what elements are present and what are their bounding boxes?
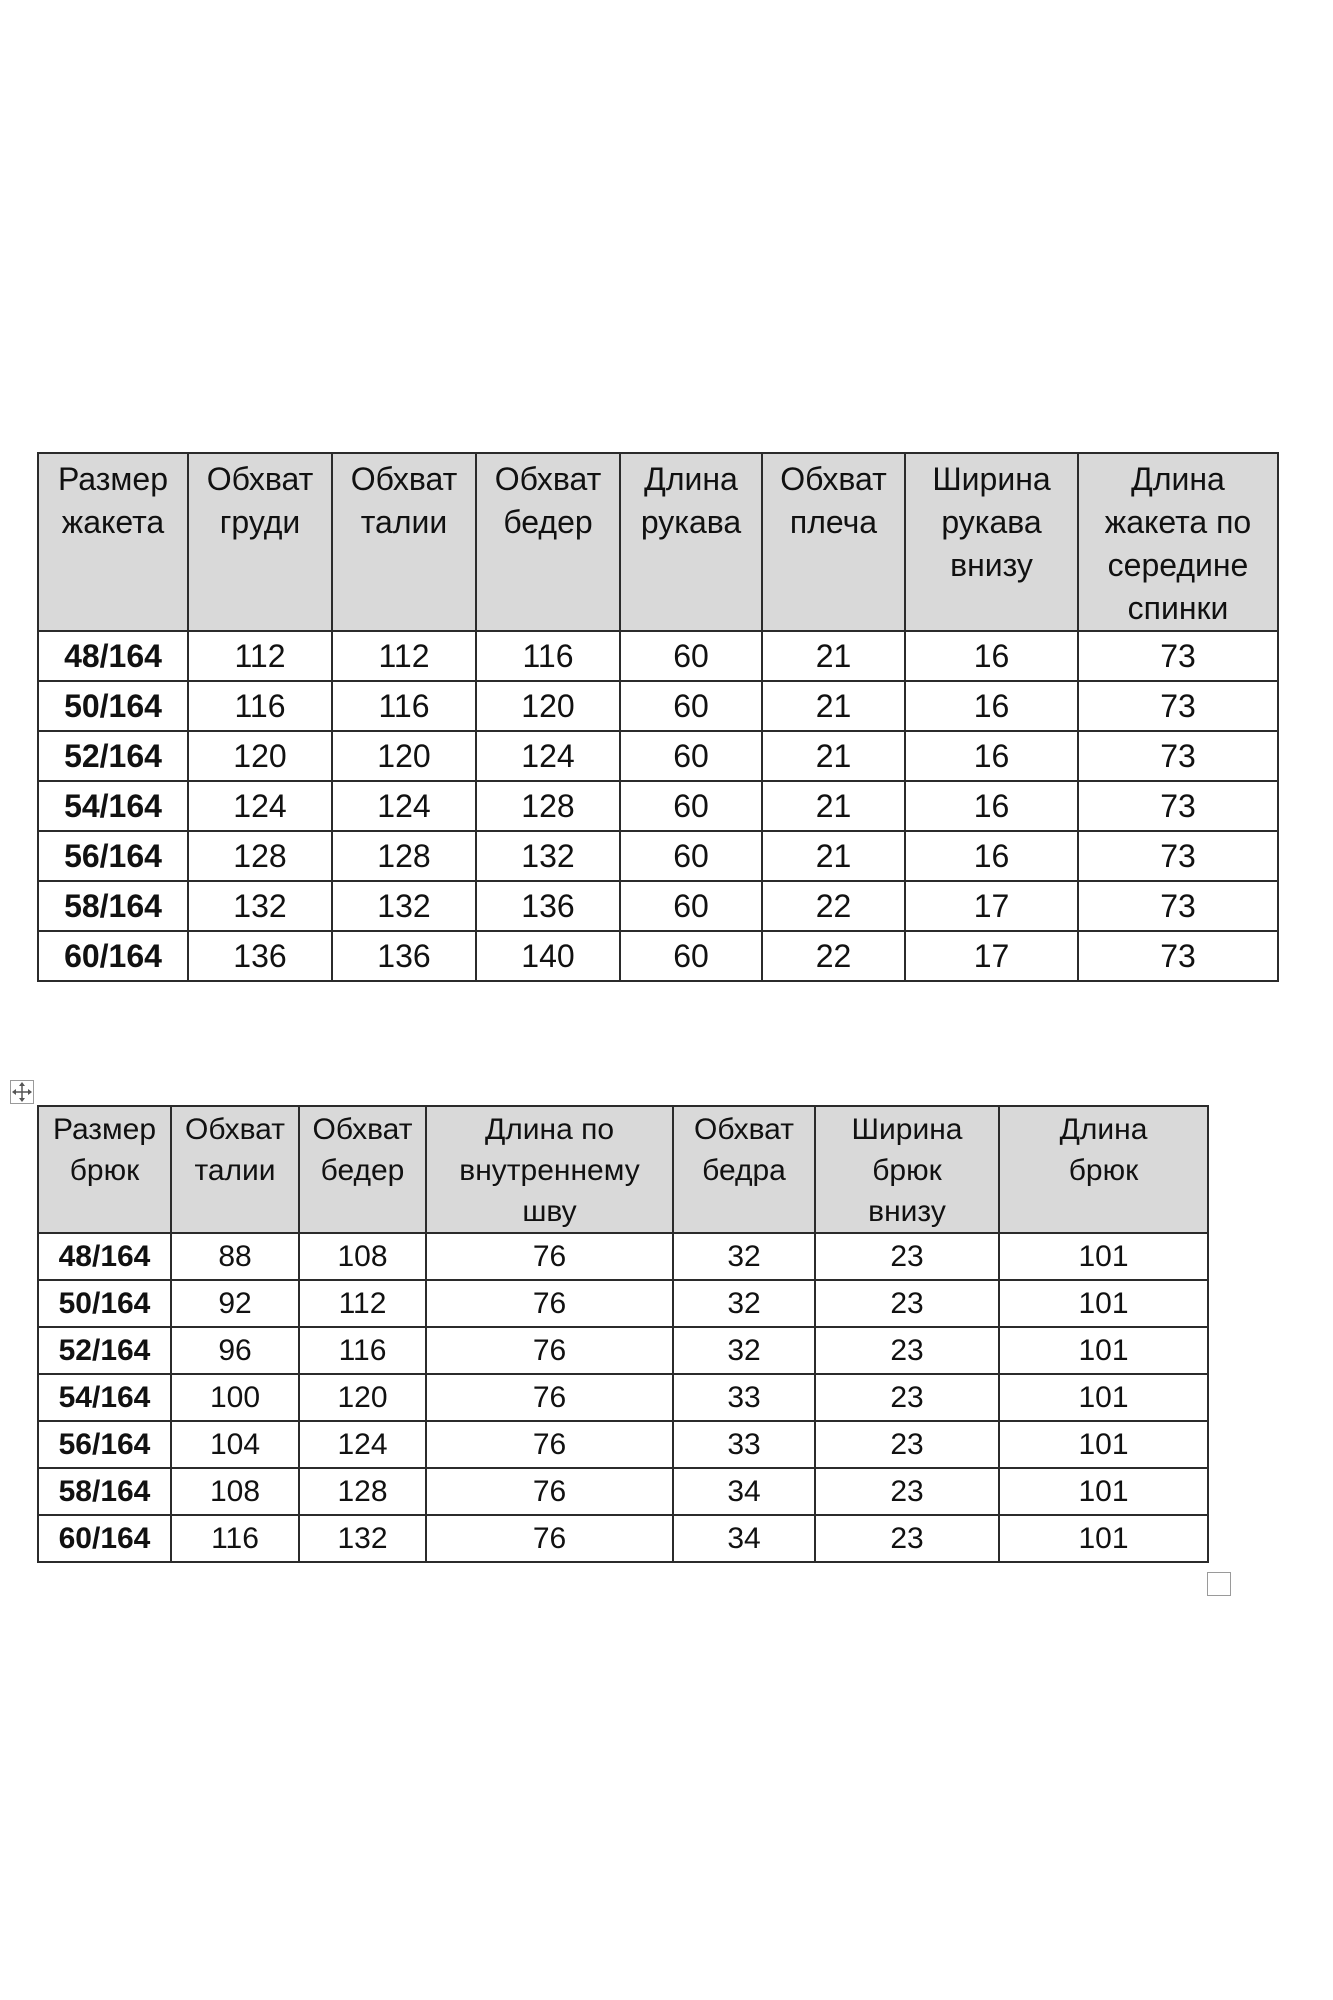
table-row xyxy=(38,1421,1208,1468)
header-line: Ширина xyxy=(851,1113,963,1146)
header-line: плеча xyxy=(789,504,878,540)
header-line: Обхват xyxy=(206,461,314,497)
table-cell: 76 xyxy=(426,1327,673,1374)
header-cell xyxy=(1078,453,1278,631)
table-cell: 140 xyxy=(476,931,620,981)
header-line: Обхват xyxy=(780,461,887,497)
header-line: спинки xyxy=(1127,590,1229,626)
table-row xyxy=(38,1468,1208,1515)
table-cell: 116 xyxy=(188,681,332,731)
header-line: середине xyxy=(1107,547,1249,583)
table-cell: 73 xyxy=(1078,881,1278,931)
header-line: бедра xyxy=(702,1154,786,1187)
table-cell: 132 xyxy=(476,831,620,881)
table-cell: 108 xyxy=(299,1233,426,1280)
table-cell: 116 xyxy=(299,1327,426,1374)
table-cell: 120 xyxy=(332,731,476,781)
table-cell: 128 xyxy=(476,781,620,831)
table-cell: 128 xyxy=(299,1468,426,1515)
table-cell: 73 xyxy=(1078,631,1278,681)
table-cell: 73 xyxy=(1078,681,1278,731)
table-cell: 23 xyxy=(815,1374,999,1421)
table-cell: 21 xyxy=(762,831,905,881)
header-cell xyxy=(332,453,476,631)
table-cell: 76 xyxy=(426,1468,673,1515)
table-cell: 101 xyxy=(999,1280,1208,1327)
table-cell: 76 xyxy=(426,1233,673,1280)
table-cell: 120 xyxy=(188,731,332,781)
table-cell: 21 xyxy=(762,681,905,731)
header-cell xyxy=(38,1106,171,1233)
table-cell: 23 xyxy=(815,1280,999,1327)
header-line: внизу xyxy=(950,547,1033,583)
table-cell: 60 xyxy=(620,781,762,831)
table-cell: 101 xyxy=(999,1374,1208,1421)
table-cell: 16 xyxy=(905,831,1078,881)
size-cell: 48/164 xyxy=(38,631,188,681)
table-cell: 60 xyxy=(620,681,762,731)
table-cell: 32 xyxy=(673,1280,815,1327)
table-cell: 33 xyxy=(673,1421,815,1468)
table-cell: 32 xyxy=(673,1327,815,1374)
table-cell: 60 xyxy=(620,931,762,981)
table-cell: 92 xyxy=(171,1280,299,1327)
pants-table-header xyxy=(38,1106,1208,1233)
header-line: внутреннему xyxy=(459,1154,640,1187)
header-line: Длина xyxy=(644,461,738,497)
table-row xyxy=(38,631,1278,681)
table-cell: 32 xyxy=(673,1233,815,1280)
header-line: талии xyxy=(360,504,448,540)
table-cell: 21 xyxy=(762,731,905,781)
header-cell xyxy=(188,453,332,631)
table-cell: 104 xyxy=(171,1421,299,1468)
table-row xyxy=(38,681,1278,731)
table-cell: 136 xyxy=(188,931,332,981)
table-cell: 88 xyxy=(171,1233,299,1280)
header-cell xyxy=(476,453,620,631)
table-row xyxy=(38,1515,1208,1562)
table-cell: 112 xyxy=(332,631,476,681)
header-line: шву xyxy=(522,1195,577,1228)
table-row xyxy=(38,781,1278,831)
header-line: брюк xyxy=(872,1154,942,1187)
table-cell: 132 xyxy=(188,881,332,931)
size-cell: 54/164 xyxy=(38,1374,171,1421)
table-cell: 16 xyxy=(905,631,1078,681)
jacket-table-header xyxy=(38,453,1278,631)
size-cell: 58/164 xyxy=(38,1468,171,1515)
jacket-size-table xyxy=(37,452,1279,982)
table-cell: 23 xyxy=(815,1421,999,1468)
table-cell: 128 xyxy=(332,831,476,881)
table-cell: 101 xyxy=(999,1421,1208,1468)
pants-table-body xyxy=(38,1233,1208,1562)
table-cell: 101 xyxy=(999,1515,1208,1562)
table-cell: 116 xyxy=(171,1515,299,1562)
header-line: Ширина xyxy=(932,461,1051,497)
table-cell: 116 xyxy=(332,681,476,731)
table-cell: 136 xyxy=(332,931,476,981)
size-cell: 48/164 xyxy=(38,1233,171,1280)
size-cell: 52/164 xyxy=(38,1327,171,1374)
table-cell: 60 xyxy=(620,881,762,931)
table-cell: 124 xyxy=(188,781,332,831)
table-cell: 132 xyxy=(332,881,476,931)
header-line: груди xyxy=(219,504,301,540)
table-cell: 73 xyxy=(1078,781,1278,831)
header-line: Обхват xyxy=(312,1113,413,1146)
table-cell: 60 xyxy=(620,631,762,681)
table-cell: 60 xyxy=(620,731,762,781)
table-cell: 100 xyxy=(171,1374,299,1421)
header-cell xyxy=(905,453,1078,631)
header-line: внизу xyxy=(868,1195,946,1228)
table-cell: 22 xyxy=(762,931,905,981)
table-row xyxy=(38,1374,1208,1421)
header-line: Размер xyxy=(52,1113,157,1146)
table-cell: 120 xyxy=(476,681,620,731)
header-line: брюк xyxy=(69,1154,140,1187)
table-cell: 124 xyxy=(299,1421,426,1468)
size-cell: 52/164 xyxy=(38,731,188,781)
table-cell: 23 xyxy=(815,1515,999,1562)
header-line: рукава xyxy=(640,504,742,540)
table-cell: 60 xyxy=(620,831,762,881)
table-cell: 132 xyxy=(299,1515,426,1562)
table-row xyxy=(38,881,1278,931)
header-line: бедер xyxy=(320,1154,405,1187)
header-line: жакета xyxy=(61,504,165,540)
table-cell: 136 xyxy=(476,881,620,931)
size-cell: 60/164 xyxy=(38,1515,171,1562)
header-cell xyxy=(38,453,188,631)
table-row xyxy=(38,1233,1208,1280)
table-cell: 76 xyxy=(426,1421,673,1468)
table-cell: 21 xyxy=(762,781,905,831)
table-row xyxy=(38,731,1278,781)
header-line: Обхват xyxy=(694,1113,794,1146)
header-cell xyxy=(673,1106,815,1233)
table-row xyxy=(38,931,1278,981)
table-cell: 23 xyxy=(815,1233,999,1280)
table-cell: 17 xyxy=(905,881,1078,931)
table-cell: 21 xyxy=(762,631,905,681)
table-cell: 16 xyxy=(905,731,1078,781)
table-cell: 120 xyxy=(299,1374,426,1421)
table-row xyxy=(38,1327,1208,1374)
table-cell: 16 xyxy=(905,681,1078,731)
table-cell: 128 xyxy=(188,831,332,881)
table-cell: 23 xyxy=(815,1327,999,1374)
table-cell: 73 xyxy=(1078,831,1278,881)
table-cell: 23 xyxy=(815,1468,999,1515)
header-cell xyxy=(815,1106,999,1233)
header-line: рукава xyxy=(941,504,1042,540)
size-cell: 50/164 xyxy=(38,1280,171,1327)
table-cell: 73 xyxy=(1078,731,1278,781)
size-cell: 50/164 xyxy=(38,681,188,731)
table-cell: 76 xyxy=(426,1374,673,1421)
table-cell: 17 xyxy=(905,931,1078,981)
header-line: Обхват xyxy=(494,461,602,497)
header-line: Длина по xyxy=(484,1113,615,1146)
size-cell: 60/164 xyxy=(38,931,188,981)
header-line: Обхват xyxy=(350,461,458,497)
size-cell: 56/164 xyxy=(38,831,188,881)
table-cell: 73 xyxy=(1078,931,1278,981)
header-line: Длина xyxy=(1131,461,1225,497)
table-cell: 76 xyxy=(426,1515,673,1562)
table-cell: 116 xyxy=(476,631,620,681)
pants-header-row xyxy=(38,1106,1208,1233)
header-line: бедер xyxy=(503,504,593,540)
size-cell: 56/164 xyxy=(38,1421,171,1468)
table-cell: 34 xyxy=(673,1468,815,1515)
table-cell: 108 xyxy=(171,1468,299,1515)
table-cell: 22 xyxy=(762,881,905,931)
header-line: Длина xyxy=(1059,1113,1148,1146)
header-cell xyxy=(171,1106,299,1233)
table-cell: 34 xyxy=(673,1515,815,1562)
table-resize-handle-icon[interactable] xyxy=(1207,1572,1231,1596)
header-cell xyxy=(426,1106,673,1233)
size-cell: 58/164 xyxy=(38,881,188,931)
header-line: брюк xyxy=(1068,1154,1139,1187)
header-cell xyxy=(620,453,762,631)
table-cell: 101 xyxy=(999,1233,1208,1280)
header-line: талии xyxy=(194,1154,276,1187)
header-line: Обхват xyxy=(185,1113,285,1146)
table-cell: 101 xyxy=(999,1468,1208,1515)
table-move-handle-icon[interactable] xyxy=(10,1080,34,1104)
table-cell: 76 xyxy=(426,1280,673,1327)
size-cell: 54/164 xyxy=(38,781,188,831)
table-cell: 124 xyxy=(476,731,620,781)
header-cell xyxy=(299,1106,426,1233)
table-row xyxy=(38,1280,1208,1327)
table-cell: 112 xyxy=(188,631,332,681)
table-cell: 101 xyxy=(999,1327,1208,1374)
jacket-header-row xyxy=(38,453,1278,631)
table-cell: 16 xyxy=(905,781,1078,831)
table-cell: 112 xyxy=(299,1280,426,1327)
pants-size-table xyxy=(37,1105,1209,1563)
header-cell xyxy=(762,453,905,631)
move-arrows-icon xyxy=(11,1081,33,1103)
jacket-table-body xyxy=(38,631,1278,981)
header-line: жакета по xyxy=(1104,504,1252,540)
header-line: Размер xyxy=(58,461,168,497)
table-row xyxy=(38,831,1278,881)
header-cell xyxy=(999,1106,1208,1233)
table-cell: 124 xyxy=(332,781,476,831)
table-cell: 96 xyxy=(171,1327,299,1374)
table-cell: 33 xyxy=(673,1374,815,1421)
